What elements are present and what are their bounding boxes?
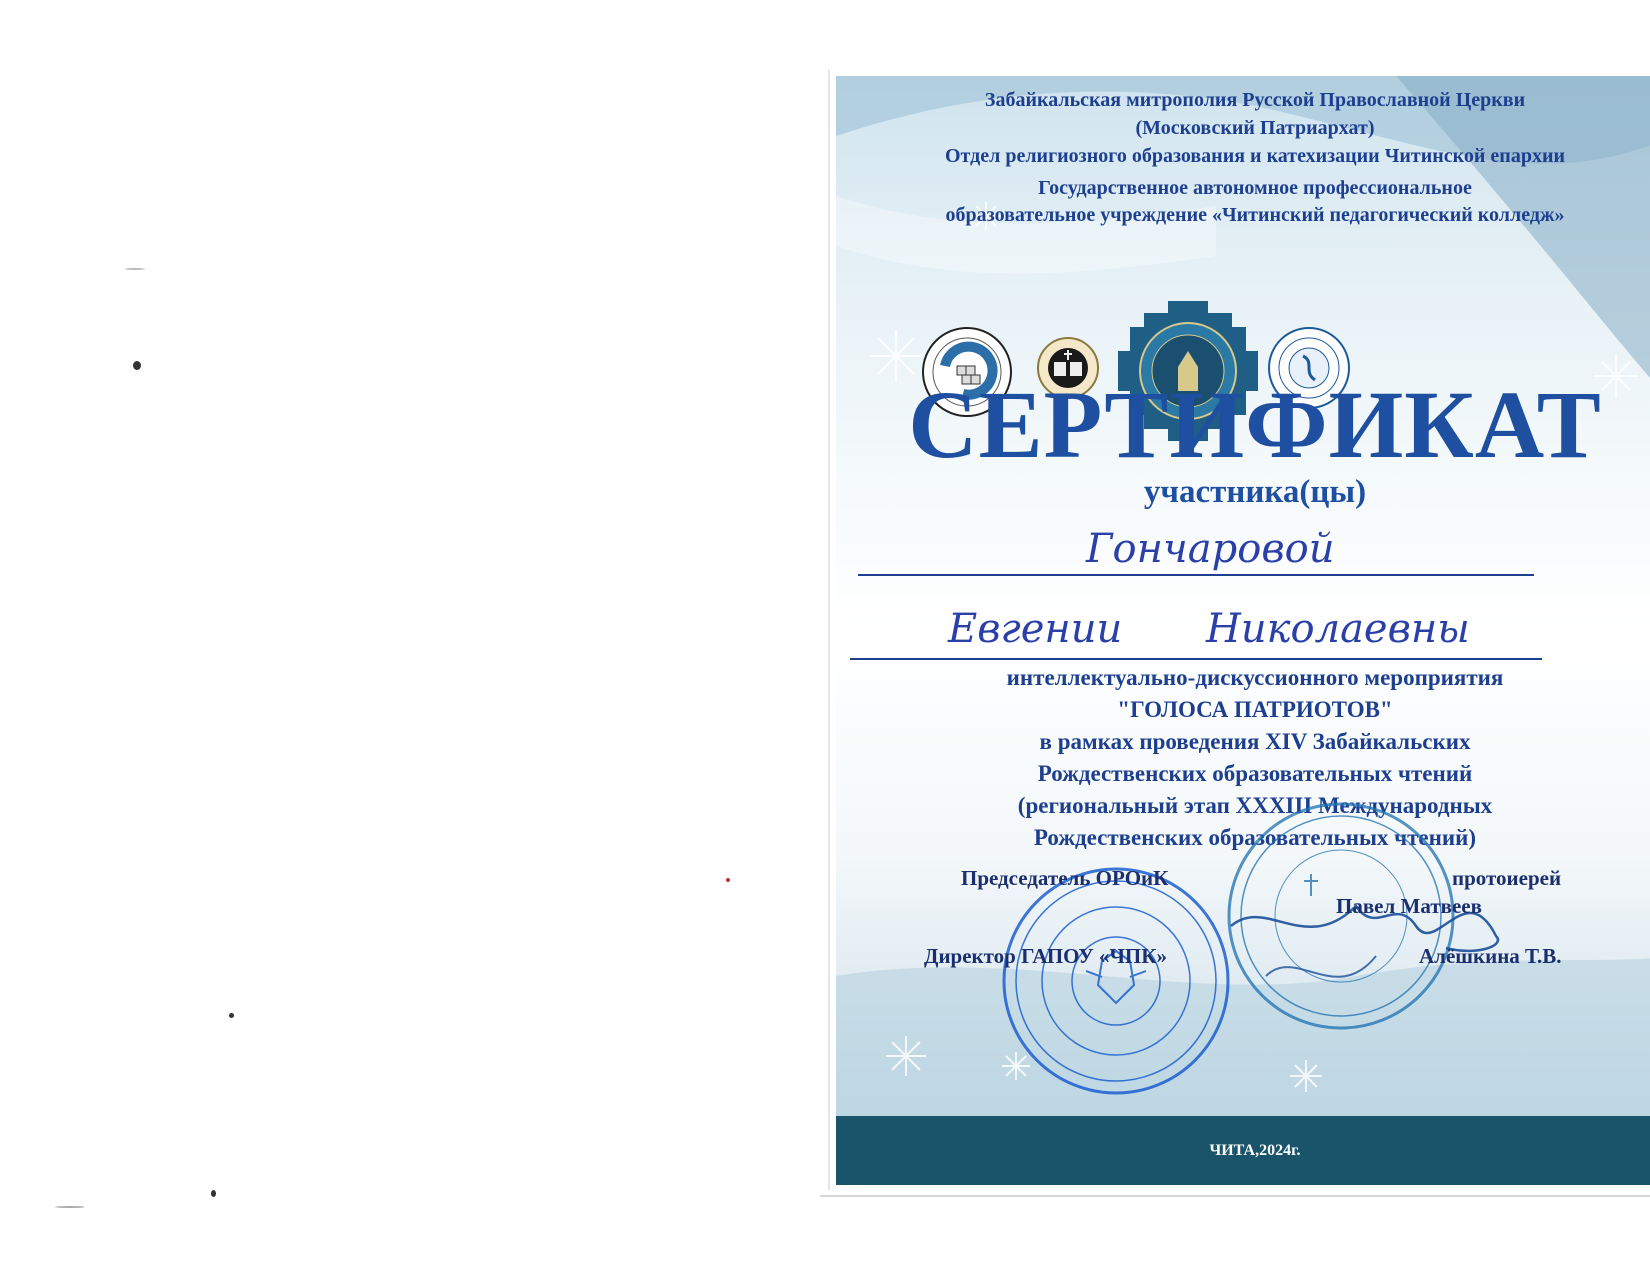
scan-speck [726,878,730,882]
chair-title: протоиерей [1452,866,1562,890]
director-name: Алёшкина Т.В. [1419,944,1562,968]
signature-scribble [1266,956,1376,977]
scan-speck [55,1206,85,1208]
certificate-title: СЕРТИФИКАТ [908,371,1602,478]
chair-name: Павел Матвеев [1336,894,1482,918]
event-name: "ГОЛОСА ПАТРИОТОВ" [1117,697,1393,722]
scan-edge-line [828,70,830,1190]
certificate [836,76,1650,1185]
scan-speck [125,268,145,270]
event-line-1: интеллектуально-дискуссионного мероприятия [1006,665,1504,690]
header-line-1: Забайкальская митрополия Русской Православной Церкви [984,89,1526,111]
scan-speck [229,1013,234,1018]
header-line-3: Отдел религиозного образования и катехизации Читинской епархии [945,145,1565,167]
header-line-2: (Московский Патриархат) [1135,117,1375,139]
stamps-layer [836,76,1650,1185]
certificate-subtitle: участника(цы) [1143,474,1367,510]
chair-label: Председатель ОРОиК [961,866,1169,890]
header-line-5: образовательное учреждение «Читинский педагогический колледж» [945,204,1565,226]
event-line-5: (региональный этап XXXIII Международных [1017,793,1493,818]
header-line-4: Государственное автономное профессиональное [1038,177,1472,199]
event-line-3: в рамках проведения XIV Забайкальских [1039,729,1471,754]
director-label: Директор ГАПОУ «ЧПК» [924,944,1167,968]
footer-city-year: ЧИТА,2024г. [1209,1142,1301,1159]
scan-edge-line [820,1195,1650,1197]
recipient-surname: Гончаровой [1086,526,1335,572]
event-line-6: Рождественских образовательных чтений) [1033,825,1477,850]
scan-speck [133,361,141,370]
recipient-first-name: Евгении [948,606,1123,652]
event-line-4: Рождественских образовательных чтений [1037,761,1473,786]
scan-speck [211,1190,216,1197]
college-stamp [1004,869,1228,1093]
recipient-patronymic: Николаевны [1206,606,1470,652]
